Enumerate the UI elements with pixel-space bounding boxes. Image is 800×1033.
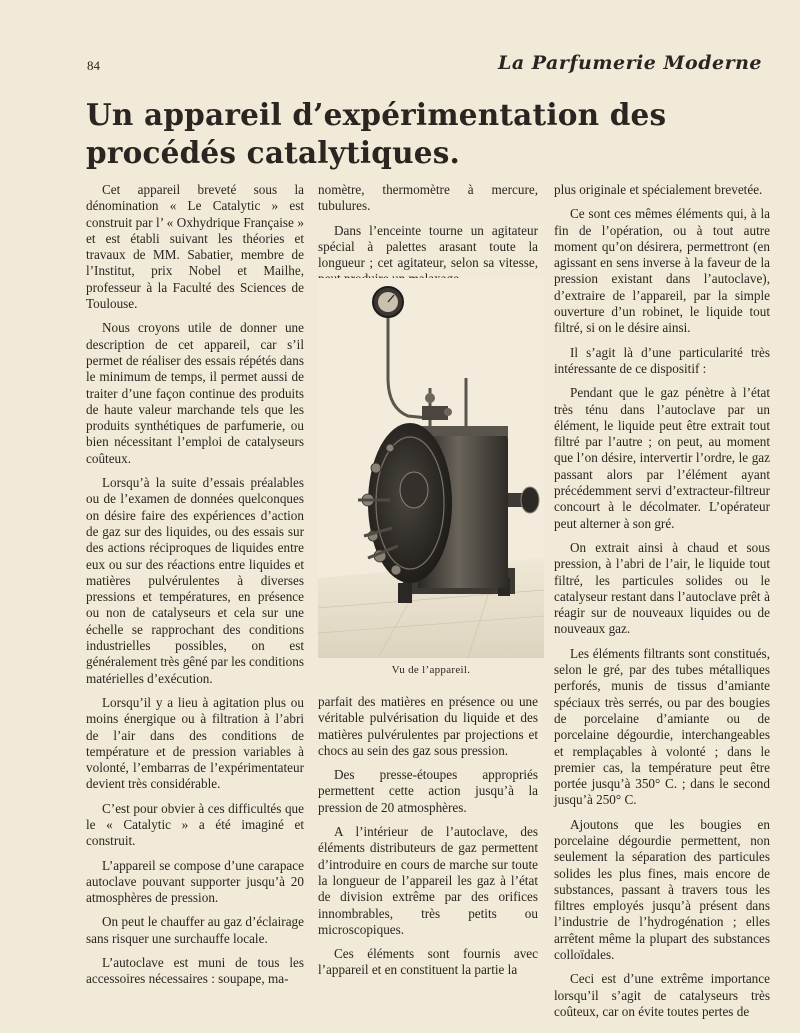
paragraph: Lorsqu’il y a lieu à agitation plus ou moins énergique ou à filtration à l’abri de l’air dans des conditions de température et de pression variables à volonté, l’embarras de l’expérimentateur devient très considérable. (86, 694, 304, 792)
paragraph: Les éléments filtrants sont constitués, selon le gré, par des tubes métalliques perforés, munis de tissus d’amiante spéciaux très serrés, ou par des bougies de porcelaine d’amiante ou de porcelaine dégourdie, interchangeables et remplaçables à volonté ; dans le premier cas, la température peut être portée jusqu’à 350° C. ; dans le second jusqu’à 250° C. (554, 645, 770, 808)
figure (318, 278, 544, 688)
paragraph: Lorsqu’à la suite d’essais préalables ou de l’examen de données quelconques on désire faire des expériences d’action de gaz sur des liquides, ou des essais sur des actions réciproques de liquides entre eux ou sur des réactions entre liquides et matières pulvérulentes à diverses pressions et températures, en présence ou non de catalyseurs et cela sur une échelle se rapprochant des conditions industrielles possibles, on est généralement très gêné par les conditions matérielles d’exécution. (86, 475, 304, 686)
paragraph: Pendant que le gaz pénètre à l’état très ténu dans l’autoclave par un élément, le liquide peut être extrait tout filtré par l’autre ; on peut, au moment que l’on désire, intervertir l’ordre, le gaz passant alors par l’élément ayant précédemment servi d’extracteur-filtreur concourt à le décolmater. L’opérateur peut alterner à son gré. (554, 385, 770, 531)
paragraph: Ajoutons que les bougies en porcelaine dégourdie permettent, non seulement la séparation des particules solides les plus fines, mais encore de substances, passant à travers tous les filtres employés jusqu’à présent dans l’industrie de l’hydrogénation ; elles arrêtent même la plupart des substances colloïdales. (554, 816, 770, 963)
column-2-bottom (318, 694, 538, 987)
column-3 (554, 182, 770, 1028)
paragraph: parfait des matières en présence ou une véritable pulvérisation du liquide et des matières pulvérulentes par projections et chocs au sein des gaz sous pression. (318, 694, 538, 758)
figure-caption: Vu de l’appareil. (391, 664, 471, 676)
paragraph: L’autoclave est muni de tous les accessoires nécessaires : soupape, ma- (86, 955, 304, 987)
paragraph: Nous croyons utile de donner une description de cet appareil, car s’il permet de réaliser des essais répétés dans le minimum de temps, il permet aussi de traiter d’une façon continue des produits de haute valeur marchande tels que les produits synthétiques de parfumerie, ou bien nécessitant l’emploi de catalyseurs coûteux. (86, 320, 304, 466)
paragraph: nomètre, thermomètre à mercure, tubulures. (318, 182, 538, 214)
autoclave-photo-icon (318, 278, 544, 658)
paragraph: L’appareil se compose d’une carapace autoclave pouvant supporter jusqu’à 20 atmosphères de pression. (86, 857, 304, 906)
paragraph: Ce sont ces mêmes éléments qui, à la fin de l’opération, ou à tout autre moment qu’on désirera, permettront (en agissant en sens inverse à la faveur de la pression existant dans l’autoclave), d’extraire de l’appareil, par la simple ouverture d’un robinet, le liquide tout filtré, si on le désire ainsi. (554, 206, 770, 336)
running-head: La Parfumerie Moderne (498, 52, 762, 74)
paragraph: Ceci est d’une extrême importance lorsqu’il s’agit de catalyseurs très coûteux, car on évite toutes pertes de (554, 971, 770, 1019)
page-number: 84 (87, 58, 100, 73)
paragraph: C’est pour obvier à ces difficultés que le « Catalytic » a été imaginé et construit. (86, 800, 304, 849)
paragraph: On peut le chauffer au gaz d’éclairage sans risquer une surchauffe locale. (86, 914, 304, 946)
article-title: Un appareil d’expérimentation des procédés catalytiques. (86, 97, 667, 170)
paragraph: Il s’agit là d’une particularité très intéressante de ce dispositif : (554, 344, 770, 376)
paragraph: plus originale et spécialement brevetée. (554, 182, 763, 197)
paragraph: Ces éléments sont fournis avec l’appareil et en constituent la partie la (318, 946, 538, 978)
paragraph: On extrait ainsi à chaud et sous pression, à l’abri de l’air, le liquide tout filtré, les particules solides ou le catalyseur restant dans l’autoclave prêt à réagir sur de nouveaux liquides ou de nouveaux gaz. (554, 539, 770, 637)
paragraph: Cet appareil breveté sous la dénomination « Le Catalytic » est construit par l’ « Oxhydrique Française » et est établi suivant les théories et travaux de MM. Sabatier, membre de l’Institut, prix Nobel et Mailhe, professeur à la Faculté des Sciences de Toulouse. (86, 182, 304, 312)
paragraph: Des presse-étoupes appropriés permettent cette action jusqu’à la pression de 20 atmosphères. (318, 767, 538, 815)
paragraph: Dans l’enceinte tourne un agitateur spécial à palettes arasant toute la longueur ; cet agitateur, selon sa vitesse, (318, 222, 538, 271)
column-1 (86, 182, 304, 996)
paragraph: A l’intérieur de l’autoclave, des éléments distributeurs de gaz permettent d’introduire en cours de marche sur toute la longueur de l’appareil les gaz à l’état de division extrême par des orifices innombrables, très petits ou microscopiques. (318, 824, 538, 937)
